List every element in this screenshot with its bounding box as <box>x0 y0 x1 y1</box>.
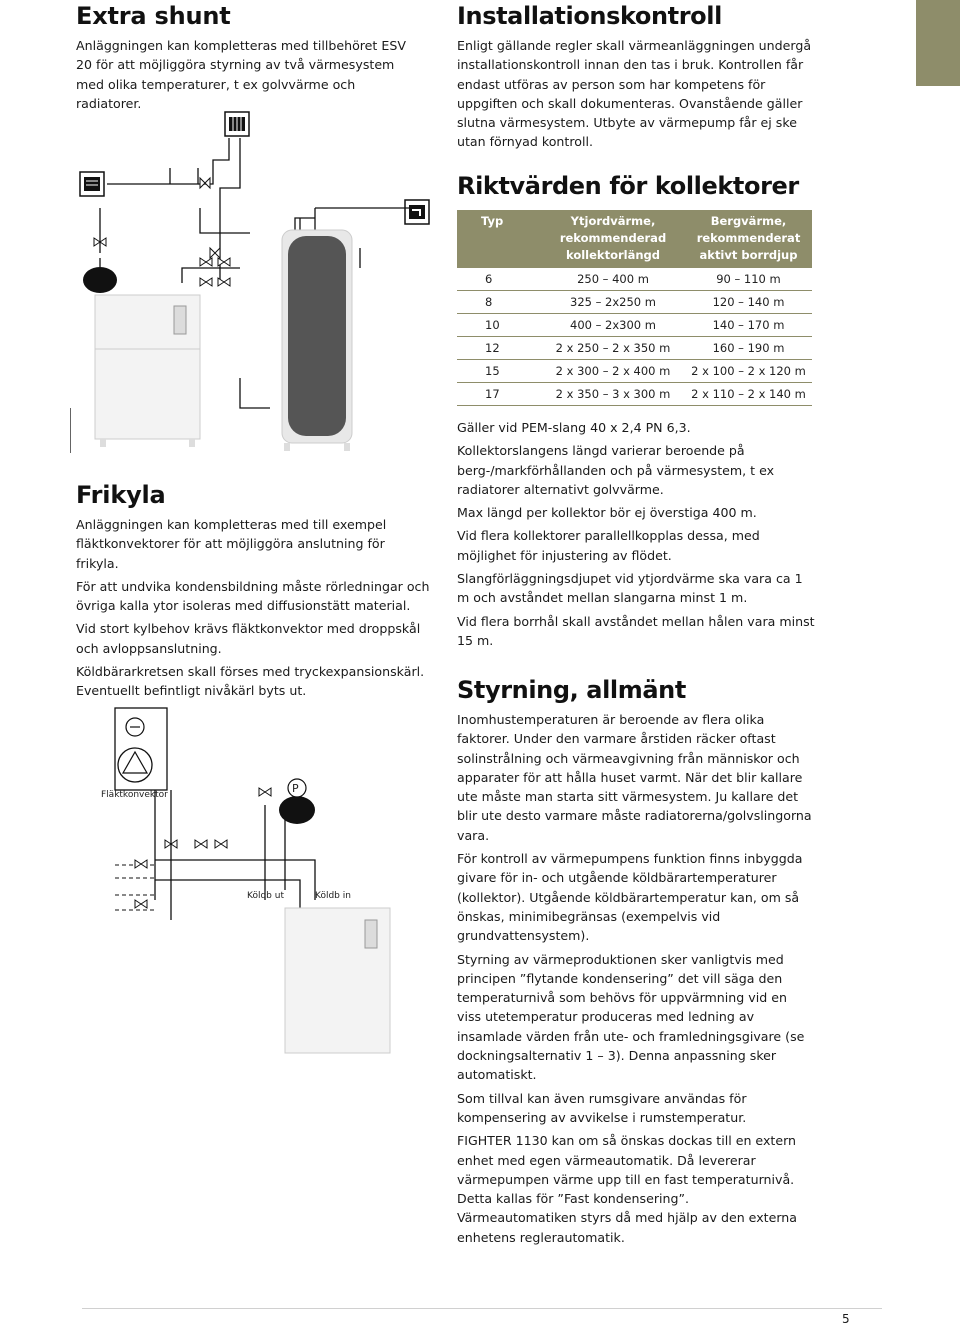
frikyla-text <box>76 515 431 705</box>
table-row <box>457 291 812 314</box>
cooling-heat-pump-unit <box>285 908 390 1053</box>
table-cell: 2 x 110 – 2 x 140 m <box>685 383 812 406</box>
table-cell: 250 – 400 m <box>541 268 685 291</box>
water-heater-tank <box>282 230 352 451</box>
fan-convector-label: Fläktkonvektor <box>101 790 168 800</box>
table-cell: 400 – 2x300 m <box>541 314 685 337</box>
header-typ: Typ <box>457 210 541 268</box>
page-number: 5 <box>842 1312 850 1326</box>
riktvarden-paragraph: Slangförläggningsdjupet vid ytjordvärme ska vara ca 1 m och avståndet mellan slangarna minst 1 m. <box>457 571 803 606</box>
pressure-label: P <box>292 782 299 795</box>
frikyla-paragraph: Köldbärarkretsen skall förses med tryckexpansionskärl. Eventuellt befintligt nivåkärl byts ut. <box>76 664 425 699</box>
table-cell: 15 <box>457 360 541 383</box>
installationskontroll-title: Installationskontroll <box>457 2 722 30</box>
styrning-paragraph: FIGHTER 1130 kan om så önskas dockas till en extern enhet med egen värmeautomatik. Då levererar värmepumpen värme upp till en fast temperaturnivå. Detta kallas för ”Fast kondensering”. Värmeautomatiken styrs då med hjälp av den externa enhetens reglerautomatik. <box>457 1133 798 1245</box>
expansion-vessel <box>83 258 117 293</box>
footer-divider <box>82 1308 882 1309</box>
styrning-title: Styrning, allmänt <box>457 676 686 704</box>
installationskontroll-text <box>457 36 812 156</box>
table-row <box>457 268 812 291</box>
table-cell: 2 x 250 – 2 x 350 m <box>541 337 685 360</box>
table-cell: 2 x 100 – 2 x 120 m <box>685 360 812 383</box>
extra-shunt-paragraph: Anläggningen kan kompletteras med tillbehöret ESV 20 för att möjliggöra styrning av två värmesystem med olika temperaturer, t ex golvvärme och radiatorer. <box>76 38 406 111</box>
brine-in-label: Köldb in <box>315 891 351 901</box>
table-row <box>457 337 812 360</box>
floor-heating-icon <box>80 172 104 196</box>
radiator-icon <box>225 112 249 136</box>
table-cell: 90 – 110 m <box>685 268 812 291</box>
header-ytjord: Ytjordvärme, rekommenderad kollektorlängd <box>541 210 685 268</box>
styrning-paragraph: För kontroll av värmepumpens funktion finns inbyggda givare för in- och utgående köldbärartemperaturer (kollektor). Utgående köldbärartemperatur kan, om så önskas, minimibegränsas (exempelvis vid grundvattensystem). <box>457 851 803 944</box>
table-header-row <box>457 210 812 268</box>
installationskontroll-paragraph: Enligt gällande regler skall värmeanläggningen undergå installationskontroll innan den tas i bruk. Kontrollen får endast utföras av person som har kompetens för uppgiften och skall dokumenteras. Ovanstående gäller slutna värmesystem. Utbyte av värmepump får ej ske utan förnyad kontroll. <box>457 38 812 150</box>
table-cell: 17 <box>457 383 541 406</box>
styrning-paragraph: Inomhustemperaturen är beroende av flera olika faktorer. Under den varmare årstiden räcker oftast solinstrålning och värmeavgivning från människor och apparater för att hålla huset varmt. När det blir kallare ute måste man starta sitt värmesystem. Ju kallare det blir ute desto varmare måste radiatorerna/golvslingorna vara. <box>457 712 812 843</box>
heating-system-diagram <box>70 108 440 453</box>
frikyla-title: Frikyla <box>76 481 166 509</box>
frikyla-paragraph: För att undvika kondensbildning måste rörledningar och övriga kalla ytor isoleras med diffusionstätt material. <box>76 578 430 614</box>
riktvarden-paragraph: Gäller vid PEM-slang 40 x 2,4 PN 6,3. <box>457 420 691 435</box>
table-cell: 12 <box>457 337 541 360</box>
styrning-text <box>457 710 812 1251</box>
styrning-paragraph: Som tillval kan även rumsgivare användas för kompensering av avvikelse i rumstemperatur. <box>457 1090 747 1125</box>
section-tab-marker <box>916 0 960 86</box>
styrning-paragraph: Styrning av värmeproduktionen sker vanligtvis med principen ”flytande kondensering” det vill säga den temperaturnivå som behövs för uppvärmning vid en viss utetemperatur produceras med ledning av insamlade värden från ute- och framledningsgivare (se dockningsalternativ 1 – 3). Denna anpassning sker automatiskt. <box>457 951 805 1083</box>
riktvarden-paragraph: Max längd per kollektor bör ej överstiga 400 m. <box>457 505 757 521</box>
riktvarden-paragraph: Vid flera kollektorer parallellkopplas dessa, med möjlighet för injustering av flödet. <box>457 528 760 563</box>
riktvarden-table <box>457 210 812 406</box>
tap-water-icon <box>405 200 429 224</box>
table-cell: 325 – 2x250 m <box>541 291 685 314</box>
riktvarden-title: Riktvärden för kollektorer <box>457 172 799 200</box>
frikyla-paragraph: Vid stort kylbehov krävs fläktkonvektor med droppskål och avloppsanslutning. <box>76 621 421 656</box>
brine-out-label: Köldb ut <box>247 891 284 901</box>
header-berg: Bergvärme, rekommenderat aktivt borrdjup <box>685 210 812 268</box>
fan-convector <box>115 708 167 790</box>
table-row <box>457 314 812 337</box>
table-cell: 2 x 350 – 3 x 300 m <box>541 383 685 406</box>
table-cell: 8 <box>457 291 541 314</box>
riktvarden-paragraph: Kollektorslangens längd varierar beroende på berg-/markförhållanden och på värmesystem, t ex radiatorer alternativt golvvärme. <box>457 443 775 497</box>
extra-shunt-text <box>76 36 421 117</box>
riktvarden-paragraph: Vid flera borrhål skall avståndet mellan hålen vara minst 15 m. <box>457 613 815 648</box>
table-row <box>457 383 812 406</box>
table-row <box>457 360 812 383</box>
table-cell: 120 – 140 m <box>685 291 812 314</box>
valves <box>94 178 230 286</box>
table-cell: 6 <box>457 268 541 291</box>
heat-pump-unit <box>95 295 200 447</box>
table-cell: 160 – 190 m <box>685 337 812 360</box>
table-cell: 10 <box>457 314 541 337</box>
riktvarden-notes <box>457 418 817 654</box>
table-cell: 2 x 300 – 2 x 400 m <box>541 360 685 383</box>
table-cell: 140 – 170 m <box>685 314 812 337</box>
extra-shunt-title: Extra shunt <box>76 2 231 30</box>
frikyla-paragraph: Anläggningen kan kompletteras med till exempel fläktkonvektorer för att möjliggöra anslutning för frikyla. <box>76 517 387 571</box>
free-cooling-diagram <box>95 700 425 1065</box>
